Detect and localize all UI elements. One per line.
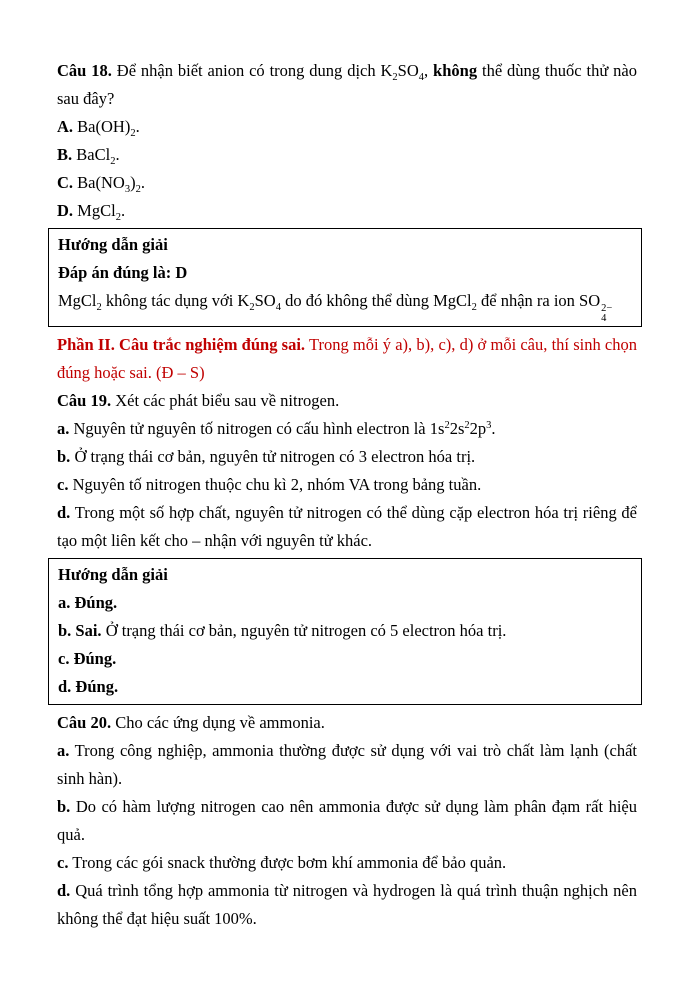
- text-run: 4: [275, 302, 281, 313]
- text-run: a.: [57, 419, 70, 438]
- text-run: Ở trạng thái cơ bản, nguyên tử nitrogen có 3 electron hóa trị.: [70, 447, 476, 466]
- q19-statement-d: [57, 499, 637, 555]
- text-run: 2: [110, 156, 116, 167]
- text-run: ,: [424, 61, 434, 80]
- q19-solution-title: [58, 561, 632, 589]
- text-run: 2s: [449, 419, 465, 438]
- text-run: .: [120, 201, 126, 220]
- text-run: 2: [135, 184, 141, 195]
- text-run: A.: [57, 117, 74, 136]
- q20-statement-c: [57, 849, 637, 877]
- q19-solution-box: [48, 558, 642, 705]
- text-run: 2: [471, 302, 477, 313]
- text-run: 2: [115, 212, 121, 223]
- text-run: Cho các ứng dụng về ammonia.: [111, 713, 325, 732]
- text-run: Trong mỗi ý a), b), c), d) ở mỗi câu, thí sinh chọn đúng hoặc sai. (Đ – S): [57, 335, 637, 382]
- q18-solution-body: [58, 287, 632, 323]
- text-run: Câu 18.: [57, 61, 112, 80]
- text-run: Hướng dẫn giải: [58, 235, 168, 254]
- q19-statement-c: [57, 471, 637, 499]
- q20-statement-b: [57, 793, 637, 849]
- q18-option-b: [57, 141, 637, 169]
- text-run: .: [135, 117, 140, 136]
- q18-option-a: [57, 113, 637, 141]
- text-run: 3: [124, 184, 131, 195]
- q19-solution-line-d: [58, 673, 632, 701]
- q19-statement-a: [57, 415, 637, 443]
- text-run: .: [491, 419, 496, 438]
- text-run: b. Sai.: [58, 621, 102, 640]
- q20-statement-a: [57, 737, 637, 793]
- text-run: 4: [418, 72, 425, 83]
- text-run: Phần II. Câu trắc nghiệm đúng sai.: [57, 335, 306, 354]
- text-run: c.: [57, 853, 69, 872]
- text-run: để nhận ra ion SO: [476, 291, 601, 310]
- text-run: Câu 20.: [57, 713, 112, 732]
- text-run: do đó không thể dùng MgCl: [280, 291, 472, 310]
- q19-solution-line-a: [58, 589, 632, 617]
- text-run: SO: [397, 61, 419, 80]
- text-run: C.: [57, 173, 74, 192]
- text-run: Trong công nghiệp, ammonia thường được sử dụng với vai trò chất làm lạnh (chất sinh hàn).: [57, 741, 637, 788]
- text-run: 3: [486, 420, 492, 431]
- text-run: 2: [392, 72, 398, 83]
- q18-option-d: [57, 197, 637, 225]
- text-run: 2: [249, 302, 255, 313]
- text-run: không tác dụng với K: [101, 291, 250, 310]
- text-run: Ba(OH): [73, 117, 131, 136]
- q18-solution-title: [58, 231, 632, 259]
- text-run: MgCl: [58, 291, 97, 310]
- text-run: a.: [57, 741, 70, 760]
- text-run: Nguyên tố nitrogen thuộc chu kì 2, nhóm VA trong bảng tuần.: [68, 475, 482, 494]
- text-run: .: [115, 145, 120, 164]
- text-run: d.: [57, 881, 71, 900]
- text-run: 2: [130, 128, 136, 139]
- q20-stem: [57, 709, 637, 737]
- text-run: 2: [96, 302, 102, 313]
- text-run: D.: [57, 201, 74, 220]
- text-run: Do có hàm lượng nitrogen cao nên ammonia được sử dụng làm phân đạm rất hiệu quả.: [57, 797, 637, 844]
- text-run: Xét các phát biểu sau về nitrogen.: [111, 391, 340, 410]
- text-run: d.: [57, 503, 71, 522]
- q18-solution-box: [48, 228, 642, 327]
- text-run: Quá trình tổng hợp ammonia từ nitrogen và hydrogen là quá trình thuận nghịch nên không thể đạt hiệu suất 100%.: [57, 881, 637, 928]
- text-run: thể dùng thuốc thử nào sau đây?: [57, 61, 637, 108]
- q19-solution-line-b: [58, 617, 632, 645]
- text-run: Ở trạng thái cơ bản, nguyên tử nitrogen có 5 electron hóa trị.: [101, 621, 507, 640]
- text-run: .: [140, 173, 145, 192]
- text-run: 2: [464, 420, 470, 431]
- text-run: 2p: [469, 419, 487, 438]
- text-run: không: [433, 61, 478, 80]
- q19-solution-line-c: [58, 645, 632, 673]
- text-run: Câu 19.: [57, 391, 112, 410]
- text-run: BaCl: [72, 145, 111, 164]
- text-run: 2− 4: [601, 303, 613, 324]
- text-run: b.: [57, 447, 71, 466]
- text-run: c.: [57, 475, 69, 494]
- text-run: Đáp án đúng là: D: [58, 263, 188, 282]
- q18-solution-answer: [58, 259, 632, 287]
- text-run: Ba(NO: [73, 173, 125, 192]
- q19-stem: [57, 387, 637, 415]
- q19-statement-b: [57, 443, 637, 471]
- part2-section-header: [57, 331, 637, 387]
- q20-statement-d: [57, 877, 637, 933]
- text-run: Trong các gói snack thường được bơm khí ammonia để bảo quản.: [68, 853, 507, 872]
- text-run: ): [130, 173, 136, 192]
- text-run: Nguyên tử nguyên tố nitrogen có cấu hình electron là 1s: [69, 419, 445, 438]
- text-run: MgCl: [73, 201, 116, 220]
- text-run: B.: [57, 145, 73, 164]
- text-run: Hướng dẫn giải: [58, 565, 168, 584]
- text-run: Trong một số hợp chất, nguyên tử nitrogen có thể dùng cặp electron hóa trị riêng để tạo một liên kết cho – nhận với nguyên tử khác.: [57, 503, 637, 550]
- text-run: a. Đúng.: [58, 593, 118, 612]
- text-run: c. Đúng.: [58, 649, 117, 668]
- text-run: 2: [444, 420, 450, 431]
- text-run: Để nhận biết anion có trong dung dịch K: [111, 61, 393, 80]
- q18-stem: [57, 57, 637, 113]
- q18-option-c: [57, 169, 637, 197]
- text-run: SO: [254, 291, 276, 310]
- text-run: d. Đúng.: [58, 677, 119, 696]
- text-run: b.: [57, 797, 71, 816]
